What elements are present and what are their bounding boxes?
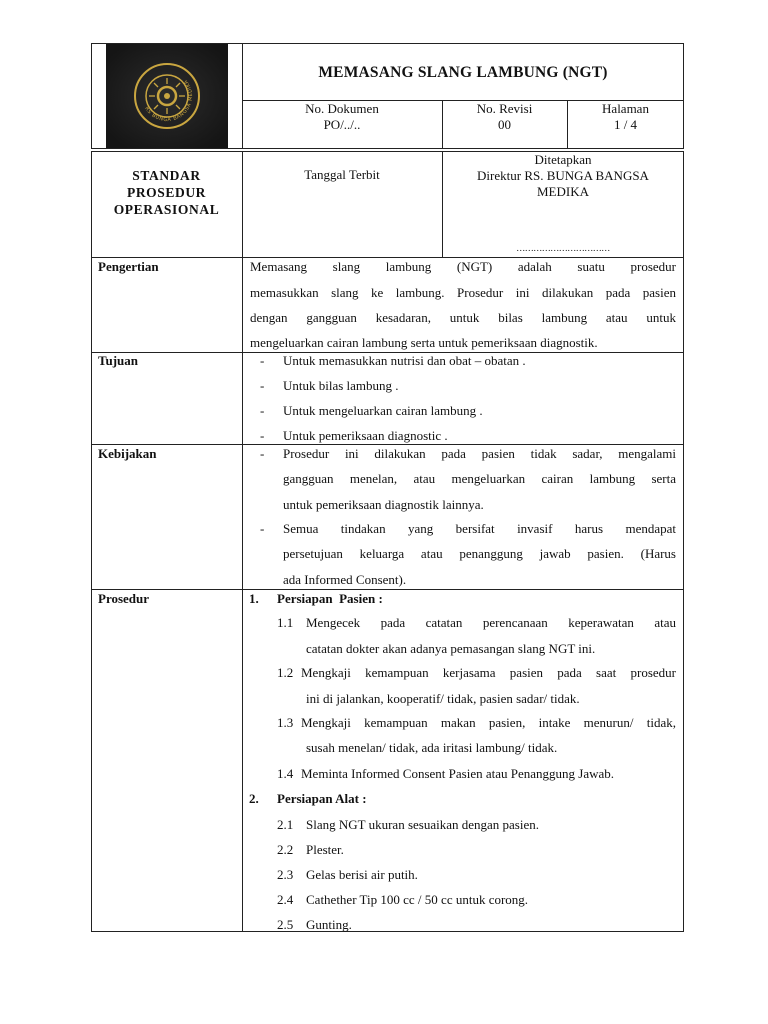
halaman-value: 1 / 4: [613, 117, 638, 132]
kebijakan-2-line-3: ada Informed Consent).: [283, 572, 407, 587]
no-revisi-label: No. Revisi: [476, 101, 533, 116]
step-1-1-line-2: catatan dokter akan adanya pemasangan slang NGT ini.: [306, 641, 596, 656]
kebijakan-label: Kebijakan: [98, 446, 157, 461]
document-title: MEMASANG SLANG LAMBUNG (NGT): [318, 64, 608, 81]
direktur-label-2: MEDIKA: [537, 184, 589, 199]
step-2-2-number: 2.2: [277, 842, 294, 857]
kebijakan-2-line-1: Semua tindakan yang bersifat invasif harus mendapat: [283, 521, 676, 536]
step-1-3-line-1: Mengkaji kemampuan makan pasien, intake menurun/ tidak,: [301, 715, 676, 730]
no-dokumen-label: No. Dokumen: [305, 101, 379, 116]
kebijakan-1-line-2: gangguan menelan, atau mengeluarkan cairan lambung serta: [283, 471, 676, 486]
step-1-3-number: 1.3: [277, 715, 294, 730]
section-2-number: 2.: [249, 791, 259, 806]
ditetapkan-label: Ditetapkan: [534, 152, 592, 167]
sop-title-line-1: STANDAR: [132, 168, 201, 183]
step-1-2-number: 1.2: [277, 665, 294, 680]
step-2-1-text: Slang NGT ukuran sesuaikan dengan pasien.: [306, 817, 539, 832]
step-1-4-number: 1.4: [277, 766, 294, 781]
kebijakan-1-line-3: untuk pemeriksaan diagnostik lainnya.: [283, 497, 484, 512]
signature-line: ……………………………: [516, 243, 610, 253]
section-1-title: Persiapan Pasien :: [277, 591, 383, 606]
step-2-2-text: Plester.: [306, 842, 344, 857]
sop-title: [91, 167, 242, 218]
pengertian-label: Pengertian: [98, 259, 159, 274]
tujuan-bullet: -: [260, 403, 265, 418]
step-2-5-text: Gunting.: [306, 917, 352, 932]
step-1-2-line-2: ini di jalankan, kooperatif/ tidak, pasien sadar/ tidak.: [306, 691, 580, 706]
kebijakan-1-line-1: Prosedur ini dilakukan pada pasien tidak sadar, mengalami: [283, 446, 676, 461]
step-2-3-text: Gelas berisi air putih.: [306, 867, 418, 882]
tujuan-label: Tujuan: [98, 353, 138, 368]
step-1-1-line-1: Mengecek pada catatan perencanaan keperawatan atau: [306, 615, 676, 630]
pengertian-line-1: Memasang slang lambung (NGT) adalah suatu prosedur: [250, 259, 676, 274]
step-1-2-line-1: Mengkaji kemampuan kerjasama pasien pada saat prosedur: [301, 665, 676, 680]
tujuan-item-3: Untuk mengeluarkan cairan lambung .: [283, 403, 483, 418]
step-2-5-number: 2.5: [277, 917, 294, 932]
pengertian-line-3: dengan gangguan kesadaran, untuk bilas lambung atau untuk: [250, 310, 676, 325]
step-1-4-text: Meminta Informed Consent Pasien atau Penanggung Jawab.: [301, 766, 615, 781]
kebijakan-bullet: -: [260, 521, 265, 536]
prosedur-label: Prosedur: [98, 591, 150, 606]
tujuan-item-4: Untuk pemeriksaan diagnostic .: [283, 428, 448, 443]
tujuan-bullet: -: [260, 378, 265, 393]
tujuan-bullet: -: [260, 353, 265, 368]
pengertian-line-4: mengeluarkan cairan lambung serta untuk pemeriksaan diagnostik.: [250, 335, 598, 350]
tujuan-item-2: Untuk bilas lambung .: [283, 378, 399, 393]
step-1-1-number: 1.1: [277, 615, 294, 630]
halaman-label: Halaman: [602, 101, 649, 116]
hospital-logo: [106, 44, 228, 148]
sop-title-line-3: OPERASIONAL: [113, 202, 220, 217]
kebijakan-2-line-2: persetujuan keluarga atau penanggung jawab pasien. (Harus: [283, 546, 676, 561]
section-1-number: 1.: [249, 591, 259, 606]
step-2-3-number: 2.3: [277, 867, 294, 882]
sop-title-line-2: PROSEDUR: [126, 185, 207, 200]
step-1-3-line-2: susah menelan/ tidak, ada iritasi lambung/ tidak.: [306, 740, 558, 755]
section-2-title: Persiapan Alat :: [277, 791, 367, 806]
direktur-label: Direktur RS. BUNGA BANGSA: [477, 168, 649, 183]
kebijakan-bullet: -: [260, 446, 265, 461]
tanggal-terbit-label: Tanggal Terbit: [304, 167, 380, 182]
pengertian-line-2: memasukkan slang ke lambung. Prosedur ini dilakukan pada pasien: [250, 285, 676, 300]
hospital-emblem-icon: [106, 44, 228, 148]
ditetapkan-block: [442, 152, 684, 200]
step-2-4-text: Cathether Tip 100 cc / 50 cc untuk corong.: [306, 892, 529, 907]
step-2-1-number: 2.1: [277, 817, 294, 832]
no-revisi-value: 00: [498, 117, 511, 132]
no-dokumen-value: PO/../..: [323, 117, 361, 132]
tujuan-item-1: Untuk memasukkan nutrisi dan obat – obatan .: [283, 353, 526, 368]
logo-text: RS BUNGA BANGSA MEDIKA: [143, 78, 195, 124]
step-2-4-number: 2.4: [277, 892, 294, 907]
tujuan-bullet: -: [260, 428, 265, 443]
